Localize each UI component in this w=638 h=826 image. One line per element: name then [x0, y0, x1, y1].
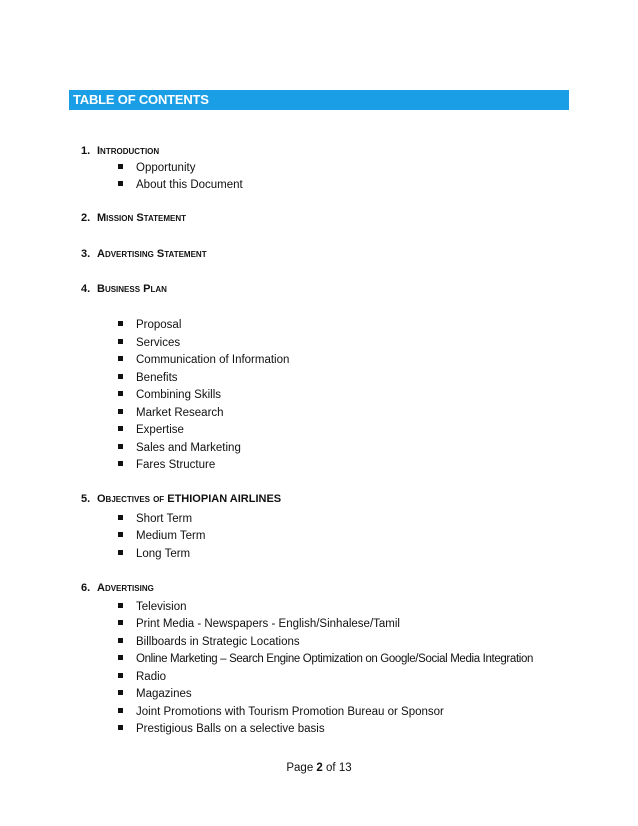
list-item: Services	[118, 336, 180, 350]
bullet-icon	[118, 673, 123, 678]
bullet-icon	[118, 391, 123, 396]
list-item: Print Media - Newspapers - English/Sinhalese/Tamil	[118, 617, 400, 631]
section-heading-6: 6. Advertising	[81, 582, 154, 594]
list-item: Communication of Information	[118, 353, 289, 367]
list-item: Short Term	[118, 512, 192, 526]
toc-title: TABLE OF CONTENTS	[73, 92, 209, 107]
bullet-icon	[118, 532, 123, 537]
list-item: Medium Term	[118, 529, 205, 543]
section-heading-1: 1. Introduction	[81, 145, 160, 157]
list-item: Fares Structure	[118, 458, 215, 472]
list-item: Prestigious Balls on a selective basis	[118, 722, 325, 736]
bullet-icon	[118, 708, 123, 713]
list-item: Online Marketing – Search Engine Optimization on Google/Social Media Integration	[118, 652, 533, 666]
bullet-icon	[118, 725, 123, 730]
list-item: Long Term	[118, 547, 190, 561]
list-item: Proposal	[118, 318, 181, 332]
list-item: Joint Promotions with Tourism Promotion Bureau or Sponsor	[118, 705, 444, 719]
bullet-icon	[118, 603, 123, 608]
list-item: Expertise	[118, 423, 184, 437]
list-item: Billboards in Strategic Locations	[118, 635, 300, 649]
list-item: Sales and Marketing	[118, 441, 241, 455]
bullet-icon	[118, 690, 123, 695]
list-item: Magazines	[118, 687, 192, 701]
bullet-icon	[118, 356, 123, 361]
section-heading-4: 4. Business Plan	[81, 283, 167, 295]
bullet-icon	[118, 444, 123, 449]
list-item: Combining Skills	[118, 388, 221, 402]
bullet-icon	[118, 339, 123, 344]
bullet-icon	[118, 655, 123, 660]
bullet-icon	[118, 426, 123, 431]
total-pages: 13	[338, 762, 352, 774]
list-item: Television	[118, 600, 187, 614]
list-item: Benefits	[118, 371, 178, 385]
bullet-icon	[118, 374, 123, 379]
bullet-icon	[118, 638, 123, 643]
bullet-icon	[118, 164, 123, 169]
current-page-number: 2	[316, 762, 323, 774]
bullet-icon	[118, 409, 123, 414]
list-item: Radio	[118, 670, 166, 684]
list-item: Opportunity	[118, 161, 195, 175]
page-footer: Page 2 of 13	[286, 762, 352, 774]
list-item: About this Document	[118, 178, 243, 192]
toc-heading-bar	[69, 90, 569, 110]
bullet-icon	[118, 181, 123, 186]
bullet-icon	[118, 515, 123, 520]
section-heading-3: 3. Advertising Statement	[81, 248, 207, 260]
section-heading-2: 2. Mission Statement	[81, 212, 187, 224]
list-item: Market Research	[118, 406, 224, 420]
bullet-icon	[118, 550, 123, 555]
bullet-icon	[118, 461, 123, 466]
bullet-icon	[118, 620, 123, 625]
section-heading-5: 5. Objectives of ETHIOPIAN AIRLINES	[81, 493, 282, 505]
bullet-icon	[118, 321, 123, 326]
